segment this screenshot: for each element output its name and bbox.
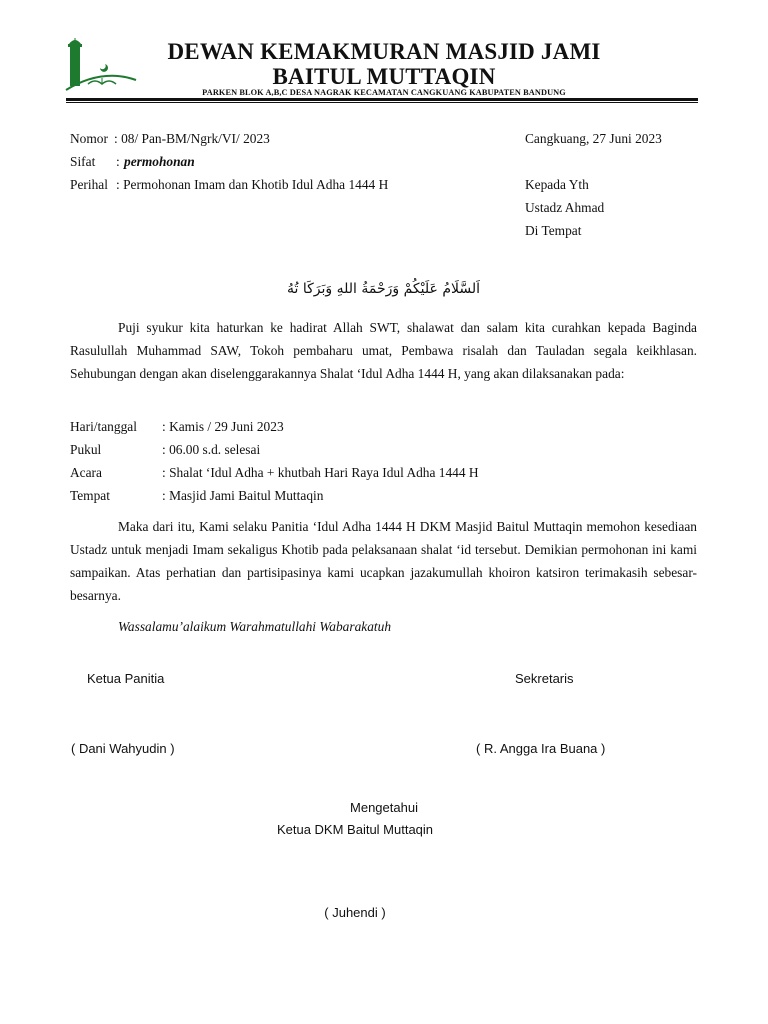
detail-value-time: : 06.00 s.d. selesai: [162, 442, 261, 457]
recipient-line3: Di Tempat: [525, 223, 582, 238]
perihal-value: : Permohonan Imam dan Khotib Idul Adha 1444 H: [116, 177, 389, 192]
acknowledgement-name: ( Juhendi ): [324, 905, 386, 920]
recipient-line2: Ustadz Ahmad: [525, 200, 605, 215]
nomor-value: : 08/ Pan-BM/Ngrk/VI/ 2023: [114, 131, 270, 146]
arabic-greeting: اَلسَّلَامُ عَلَيْكُمْ وَرَحْمَةُ اللهِ وَبَرَكَا تُهُ: [287, 281, 480, 297]
sifat-label: Sifat: [70, 154, 96, 169]
detail-label-time: Pukul: [70, 442, 102, 457]
detail-value-date: : Kamis / 29 Juni 2023: [162, 419, 284, 434]
body-paragraph-2-text: Maka dari itu, Kami selaku Panitia ‘Idul Adha 1444 H DKM Masjid Baitul Muttaqin memohon kesediaan Ustadz untuk menjadi Imam sekaligus Khotib pada pelaksanaan shalat ‘id tersebut. Demikian permohonan ini kami sampaikan. Atas perhatian dan partisipasinya kami ucapkan jazakumullah khoiron katsiron terimakasih sebesar-besarnya.: [70, 519, 697, 603]
signature-left-name: ( Dani Wahyudin ): [71, 741, 175, 756]
perihal-label: Perihal: [70, 177, 108, 192]
acknowledgement-title: Ketua DKM Baitul Muttaqin: [276, 822, 434, 837]
recipient-line1: Kepada Yth: [525, 177, 589, 192]
body-paragraph-1-text: Puji syukur kita haturkan ke hadirat Allah SWT, shalawat dan salam kita curahkan kepada Baginda Rasulullah Muhammad SAW, Tokoh pembaharu umat, Pembawa risalah dan Tauladan segala keikhlasan. Sehubungan dengan akan diselenggarakannya Shalat ‘Idul Adha 1444 H, yang akan dilaksanakan pada:: [70, 320, 697, 381]
detail-value-place: : Masjid Jami Baitul Muttaqin: [162, 488, 324, 503]
nomor-label: Nomor: [70, 131, 108, 146]
org-address: PARKEN BLOK A,B,C DESA NAGRAK KECAMATAN CANGKUANG KABUPATEN BANDUNG: [202, 88, 566, 97]
place-date: Cangkuang, 27 Juni 2023: [525, 131, 662, 146]
signature-right-name: ( R. Angga Ira Buana ): [476, 741, 606, 756]
sifat-value: permohonan: [124, 154, 195, 169]
detail-label-event: Acara: [70, 465, 102, 480]
detail-value-event: : Shalat ‘Idul Adha + khutbah Hari Raya Idul Adha 1444 H: [162, 465, 479, 480]
org-title-line2: BAITUL MUTTAQIN: [272, 64, 496, 89]
signature-right-title: Sekretaris: [515, 671, 574, 686]
org-title-line1: DEWAN KEMAKMURAN MASJID JAMI: [167, 39, 601, 64]
signature-left-title: Ketua Panitia: [87, 671, 165, 686]
detail-label-place: Tempat: [70, 488, 110, 503]
closing-salutation: Wassalamu’alaikum Warahmatullahi Wabarakatuh: [118, 619, 392, 634]
detail-label-date: Hari/tanggal: [70, 419, 137, 434]
acknowledgement-label: Mengetahui: [350, 800, 418, 815]
body-paragraph-1: [70, 316, 697, 385]
sifat-colon: :: [116, 154, 120, 169]
header-rule-thin: [66, 102, 698, 103]
header-rule: [66, 98, 698, 101]
body-paragraph-2: [70, 515, 697, 607]
